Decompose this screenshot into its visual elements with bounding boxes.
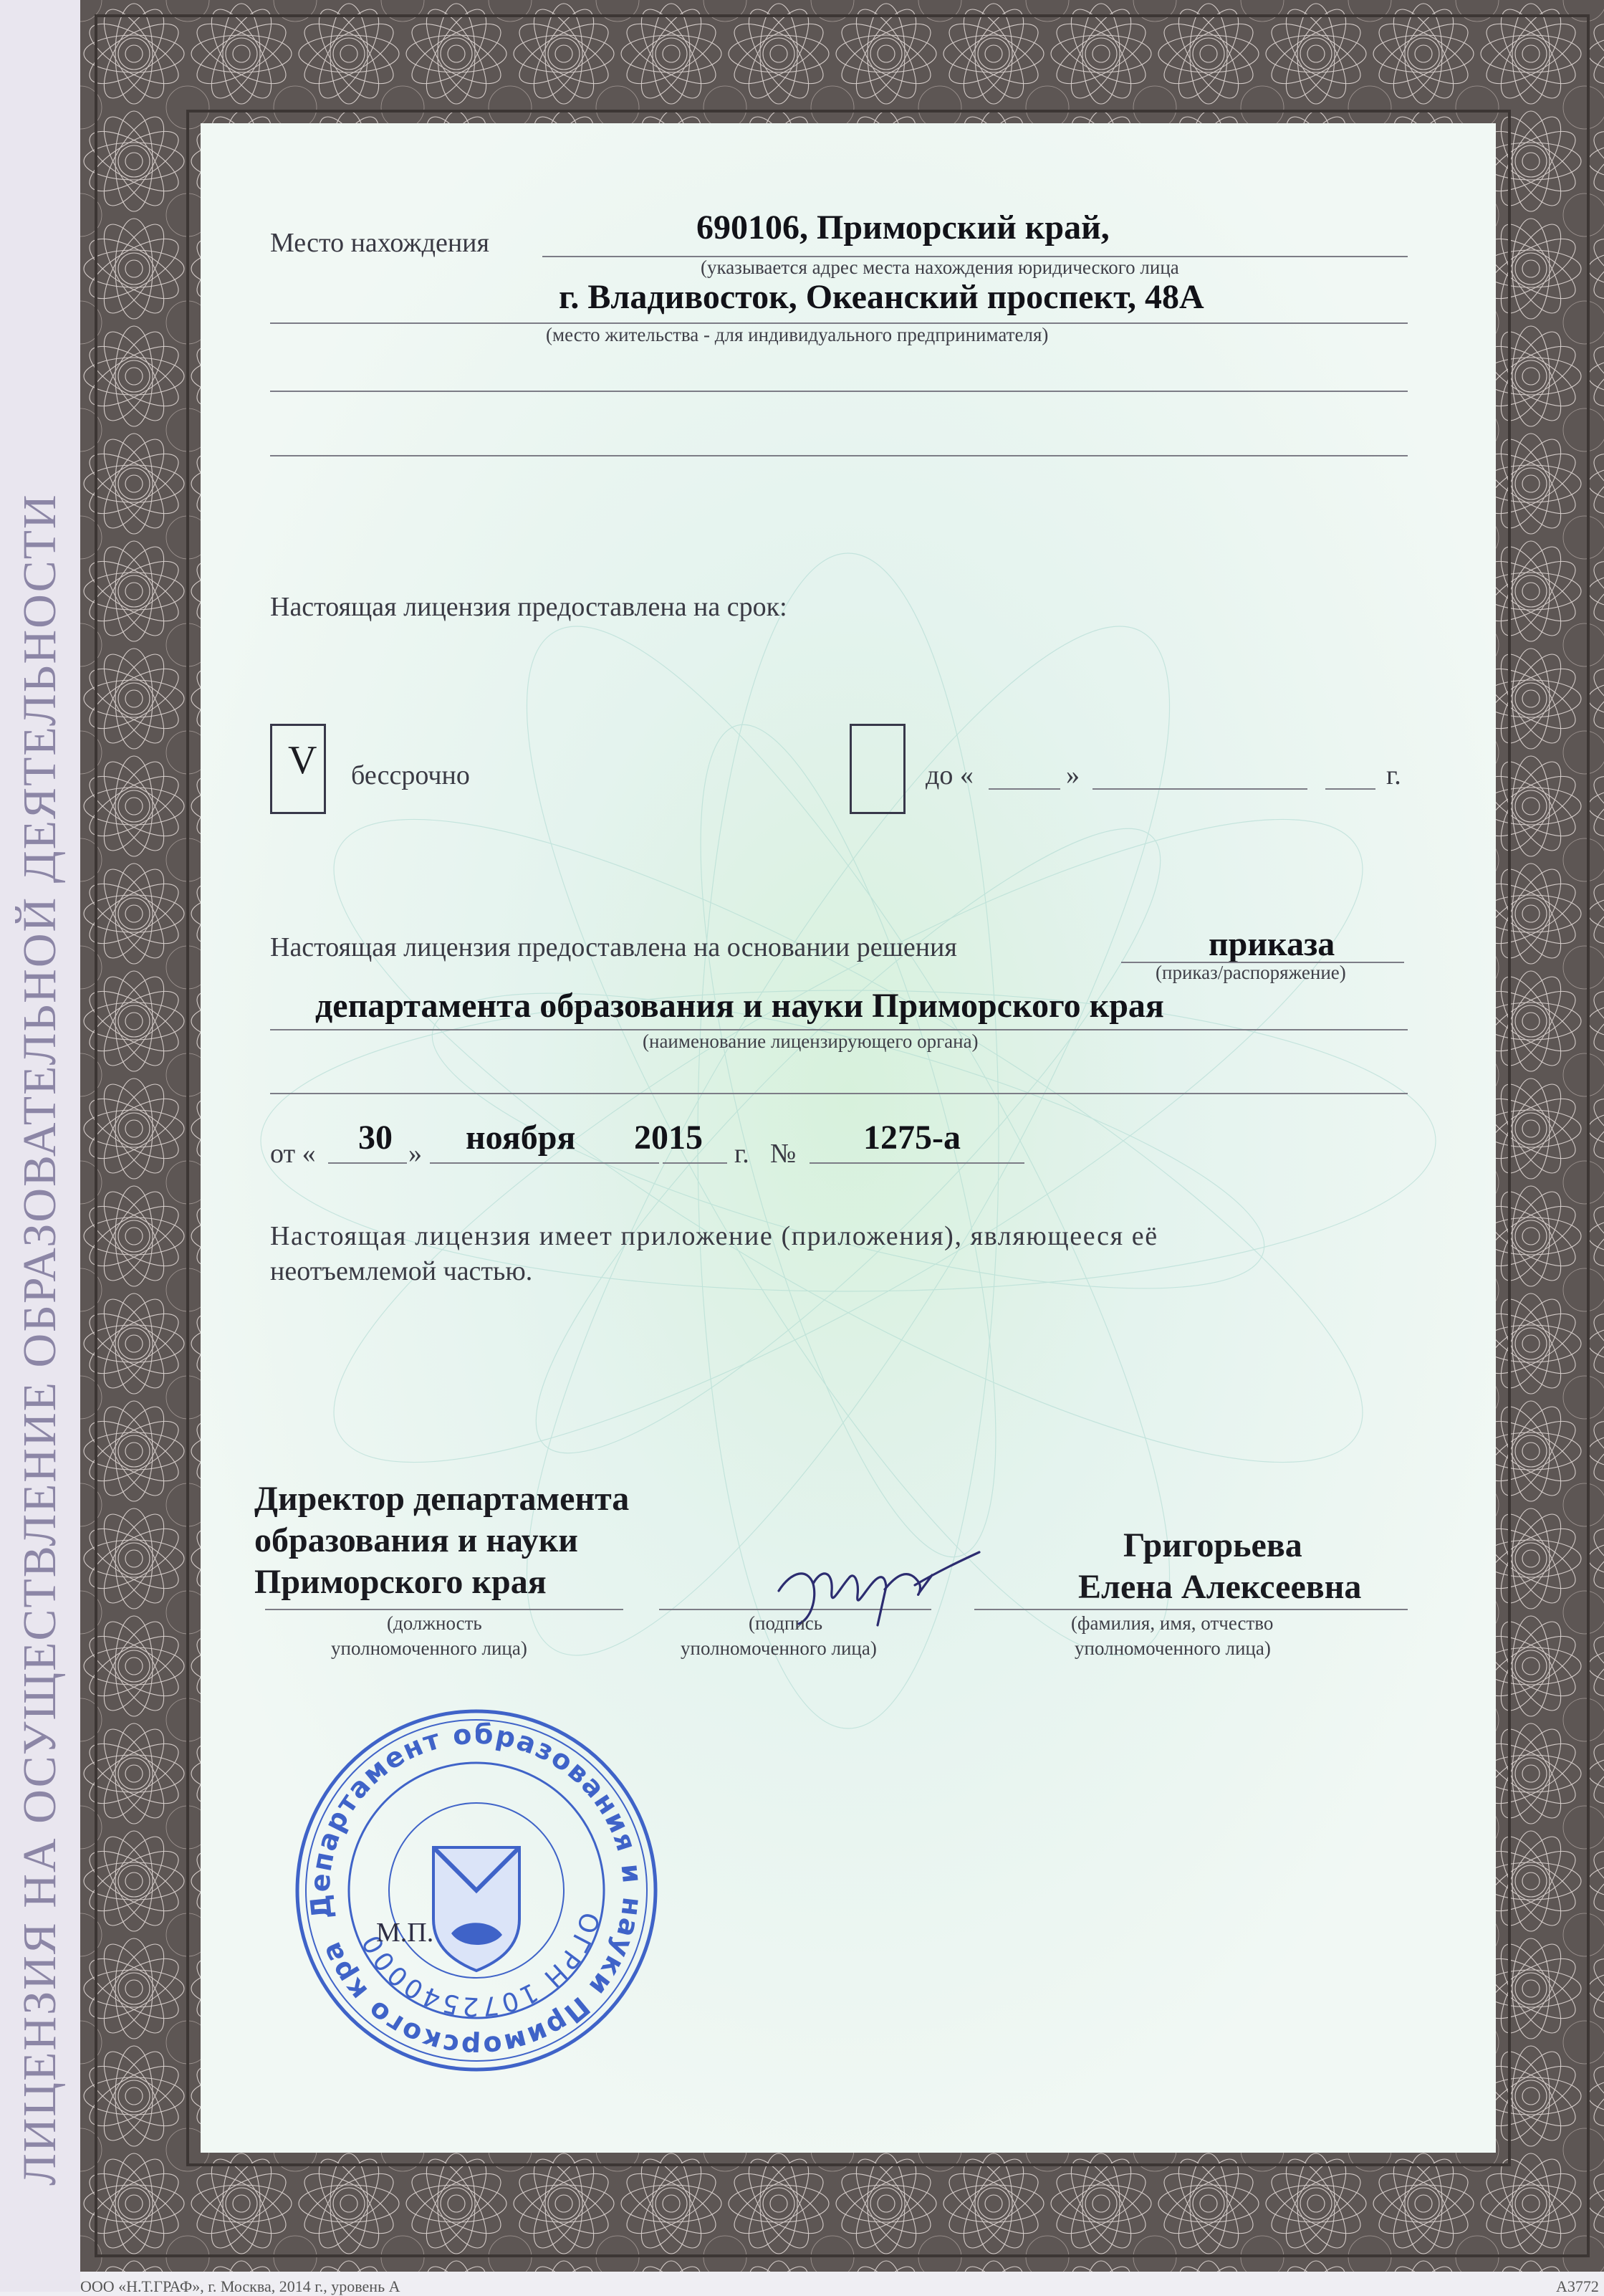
until-prefix: до « — [926, 760, 974, 790]
signatory-position-hint2: уполномоченного лица) — [331, 1637, 527, 1659]
date-close: » — [408, 1139, 422, 1169]
signatory-name-rule — [974, 1609, 1408, 1610]
form-code: А3772 — [1556, 2277, 1599, 2295]
term-label: Настоящая лицензия предоставлена на срок: — [270, 592, 787, 622]
appendix-line2: неотъемлемой частью. — [270, 1256, 533, 1286]
number-sign: № — [770, 1139, 797, 1169]
until-month-rule — [1092, 788, 1307, 790]
printer-imprint: ООО «Н.Т.ГРАФ», г. Москва, 2014 г., уровень А — [80, 2277, 400, 2295]
seal-outer-text: Департамент образования и науки Приморского края — [304, 1718, 649, 2063]
date-month-rule — [430, 1162, 659, 1164]
seal-ogrn: ОГРН 1072540000170 — [356, 1908, 605, 2022]
appendix-line1: Настоящая лицензия имеет приложение (приложения), являющееся её — [270, 1221, 1158, 1251]
basis-doc-type-hint: (приказ/распоряжение) — [1156, 962, 1346, 983]
signatory-position-line3: Приморского края — [254, 1563, 547, 1601]
basis-doc-type: приказа — [1209, 925, 1335, 963]
signatory-position-hint1: (должность — [387, 1612, 482, 1634]
until-date-checkbox[interactable] — [850, 724, 906, 814]
signatory-position-line2: образования и науки — [254, 1521, 578, 1559]
address-line1: 690106, Приморский край, — [696, 209, 1110, 247]
unlimited-label: бессрочно — [351, 760, 470, 790]
signatory-name-hint2: уполномоченного лица) — [1075, 1637, 1271, 1659]
address-line3-rule — [270, 391, 1408, 392]
date-month: ноября — [466, 1119, 576, 1157]
unlimited-checkbox[interactable] — [270, 724, 326, 814]
signatory-name-hint1: (фамилия, имя, отчество — [1071, 1612, 1274, 1634]
signatory-position-line1: Директор департамента — [254, 1480, 630, 1518]
until-close: » — [1066, 760, 1080, 790]
address-line4-rule — [270, 455, 1408, 456]
until-year-rule — [1325, 788, 1375, 790]
signature-hint1: (подпись — [749, 1612, 823, 1634]
seal-place-label: М.П. — [376, 1918, 434, 1948]
signatory-position-rule — [265, 1609, 623, 1610]
basis-authority-hint: (наименование лицензирующего органа) — [643, 1030, 979, 1052]
date-day: 30 — [358, 1119, 393, 1157]
date-year-suffix: г. — [734, 1139, 749, 1169]
license-number: 1275-а — [863, 1119, 961, 1157]
side-title: ЛИЦЕНЗИЯ НА ОСУЩЕСТВЛЕНИЕ ОБРАЗОВАТЕЛЬНОЙ ДЕЯТЕЛЬНОСТИ — [14, 493, 66, 2186]
until-day-rule — [989, 788, 1060, 790]
signatory-given-names: Елена Алексеевна — [1078, 1568, 1362, 1606]
official-seal — [290, 1704, 663, 2077]
address-hint2: (место жительства - для индивидуального предпринимателя) — [546, 324, 1049, 345]
basis-label: Настоящая лицензия предоставлена на основании решения — [270, 932, 957, 962]
until-year-suffix: г. — [1386, 760, 1401, 790]
date-prefix: от « — [270, 1139, 316, 1169]
address-line2: г. Владивосток, Океанский проспект, 48А — [559, 278, 1204, 316]
date-year: 2015 — [634, 1119, 703, 1157]
basis-authority: департамента образования и науки Приморского края — [315, 987, 1164, 1025]
coat-of-arms-icon — [433, 1847, 519, 1971]
signature-hint2: уполномоченного лица) — [681, 1637, 877, 1659]
address-label: Место нахождения — [270, 228, 489, 258]
side-strip — [0, 0, 80, 2292]
check-mark: V — [288, 738, 317, 783]
basis-extra-rule — [270, 1093, 1408, 1094]
signatory-surname: Григорьева — [1123, 1526, 1302, 1564]
address-hint1: (указывается адрес места нахождения юридического лица — [701, 257, 1179, 278]
date-day-rule — [328, 1162, 407, 1164]
license-number-rule — [810, 1162, 1024, 1164]
date-year-rule — [663, 1162, 727, 1164]
